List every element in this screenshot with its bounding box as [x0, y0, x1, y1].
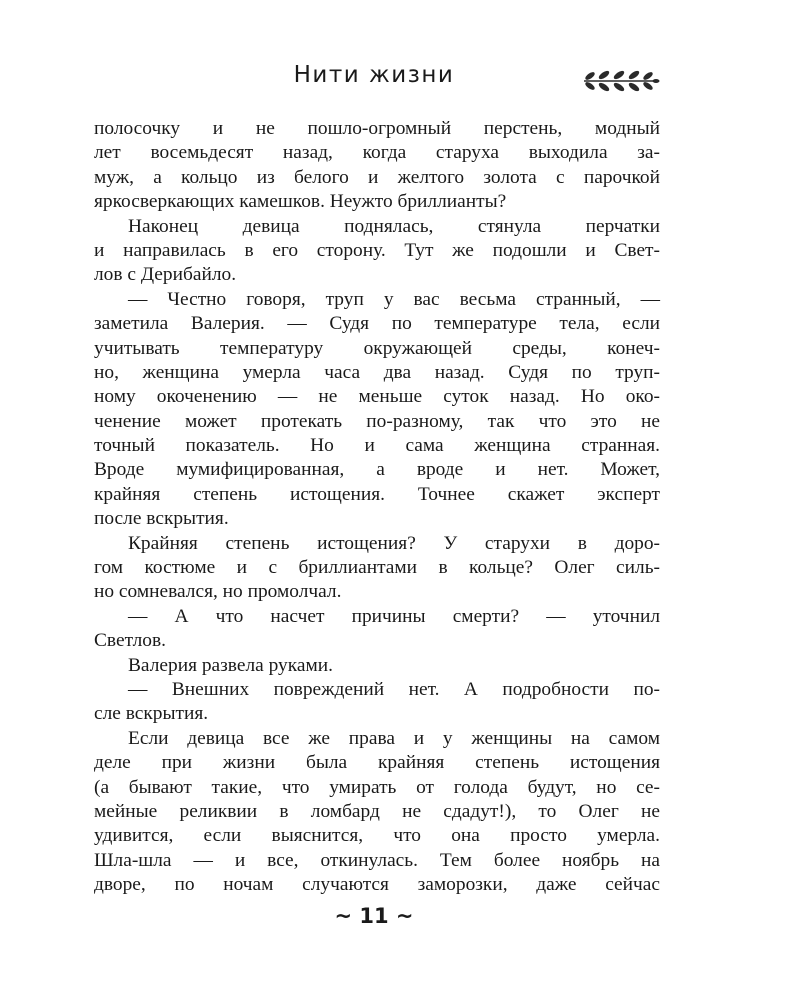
text-line: но сомневался, но промолчал.: [94, 581, 342, 603]
text-line: точный показатель. Но и сама женщина странная.: [94, 435, 660, 457]
text-line: яркосверкающих камешков. Неужто бриллианты?: [94, 191, 507, 213]
text-line: полосочку и не пошло-огромный перстень, модный: [94, 118, 660, 139]
text-line: сле вскрытия.: [94, 703, 209, 725]
text-line: муж, а кольцо из белого и желтого золота с парочкой: [94, 166, 660, 188]
text-line: дворе, по ночам случаются заморозки, даже сейчас: [94, 874, 660, 896]
text-line: Если девица все же права и у женщины на самом: [128, 727, 660, 749]
text-line: Светлов.: [94, 630, 166, 652]
text-line: лет восемьдесят назад, когда старуха выходила за-: [94, 142, 660, 164]
text-line: (а бывают такие, что умирать от голода будут, но се-: [94, 776, 660, 798]
text-line: и направилась в его сторону. Тут же подошли и Свет-: [94, 239, 660, 261]
running-title: Нити жизни: [293, 62, 455, 88]
page-number: ~ 11 ~: [334, 904, 414, 928]
text-line: ному окоченению — не меньше суток назад. Но око-: [94, 386, 660, 408]
text-line: — Честно говоря, труп у вас весьма странный, —: [128, 288, 660, 310]
text-line: Наконец девица поднялась, стянула перчатки: [128, 215, 660, 237]
text-line: Шла-шла — и все, откинулась. Тем более ноябрь на: [94, 849, 660, 871]
text-line: — А что насчет причины смерти? — уточнил: [128, 605, 660, 627]
text-line: лов с Дерибайло.: [94, 264, 237, 286]
text-line: после вскрытия.: [94, 508, 229, 530]
text-line: но, женщина умерла часа два назад. Судя по труп-: [94, 361, 660, 383]
text-line: — Внешних повреждений нет. А подробности по-: [128, 678, 660, 700]
text-line: мейные реликвии в ломбард не сдадут!), то Олег не: [94, 800, 660, 822]
text-line: Крайняя степень истощения? У старухи в доро-: [128, 532, 660, 554]
text-line: Вроде мумифицированная, а вроде и нет. Может,: [94, 459, 660, 481]
text-line: удивится, если выяснится, что она просто умерла.: [94, 825, 660, 847]
text-line: деле при жизни была крайняя степень истощения: [94, 752, 660, 774]
page-header: [0, 60, 800, 100]
text-line: учитывать температуру окружающей среды, конеч-: [94, 337, 660, 359]
text-line: гом костюме и с бриллиантами в кольце? Олег силь-: [94, 557, 660, 579]
leaf-branch-icon: [582, 68, 660, 94]
body-text: [94, 117, 660, 898]
text-line: Валерия развела руками.: [128, 654, 333, 676]
text-line: ченение может протекать по-разному, так что это не: [94, 410, 660, 432]
text-line: крайняя степень истощения. Точнее скажет эксперт: [94, 483, 660, 505]
text-line: заметила Валерия. — Судя по температуре тела, если: [94, 313, 660, 335]
